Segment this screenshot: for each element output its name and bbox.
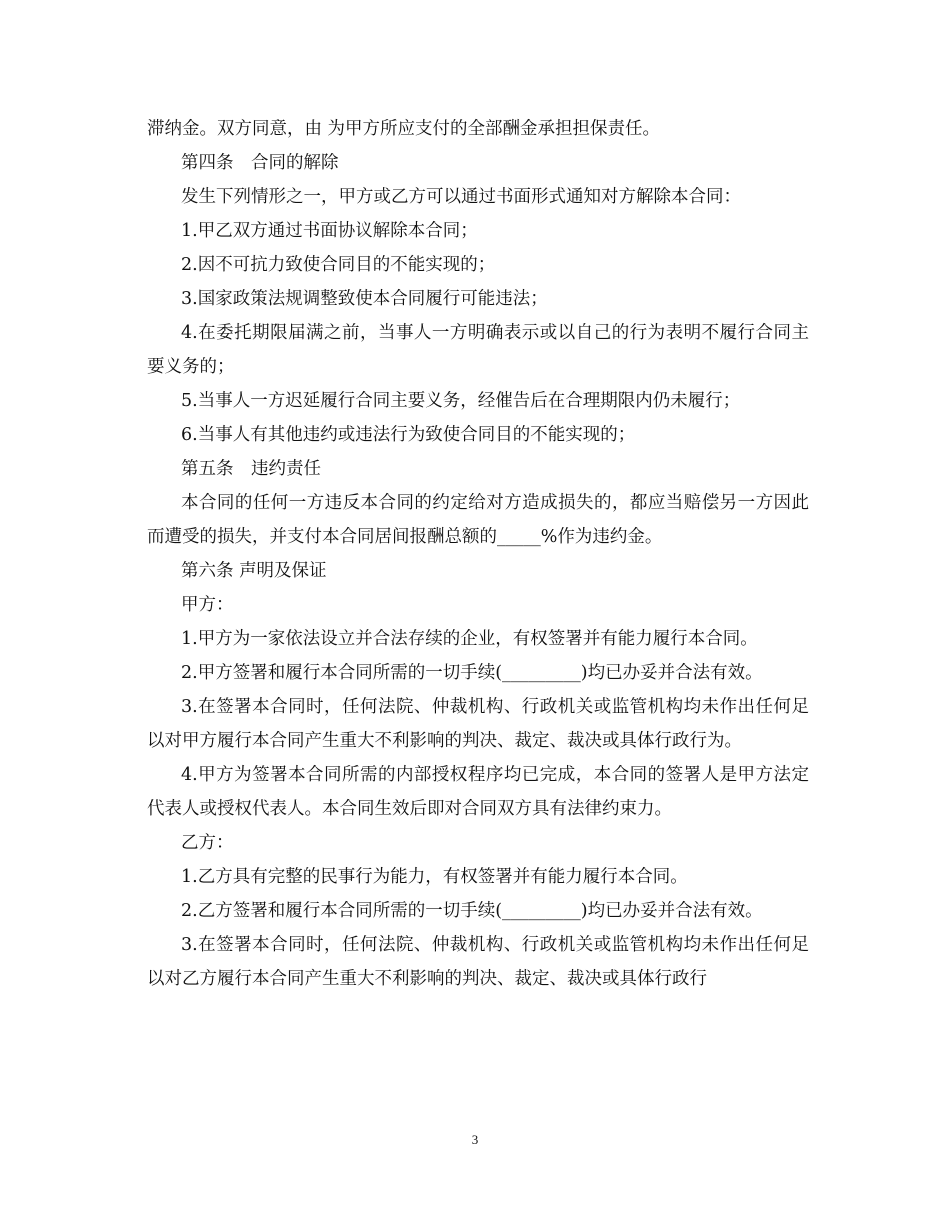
paragraph-19: 2.乙方签署和履行本合同所需的一切手续(_________)均已办妥并合法有效。 <box>181 901 763 921</box>
paragraph-7: 5.当事人一方迟延履行合同主要义务，经催告后在合理期限内仍未履行； <box>181 391 741 411</box>
paragraph-5: 3.国家政策法规调整致使本合同履行可能违法； <box>181 289 548 309</box>
page-number: 3 <box>471 1132 479 1147</box>
paragraph-15: 3.在签署本合同时，任何法院、仲裁机构、行政机关或监管机构均未作出任何足以对甲方履行本合同产生重大不利影响的判决、裁定、裁决或具体行政行为。 <box>147 697 809 751</box>
paragraph-20: 3.在签署本合同时，任何法院、仲裁机构、行政机关或监管机构均未作出任何足以对乙方履行本合同产生重大不利影响的判决、裁定、裁决或具体行政行 <box>147 935 809 989</box>
paragraph-2: 发生下列情形之一，甲方或乙方可以通过书面形式通知对方解除本合同： <box>181 187 741 207</box>
paragraph-8: 6.当事人有其他违约或违法行为致使合同目的不能实现的； <box>181 425 636 445</box>
paragraph-17: 乙方： <box>181 833 234 853</box>
paragraph-0: 滞纳金。双方同意，由 为甲方所应支付的全部酬金承担担保责任。 <box>147 119 661 139</box>
paragraph-11: 第六条 声明及保证 <box>181 561 327 581</box>
paragraph-10: 本合同的任何一方违反本合同的约定给对方造成损失的，都应当赔偿另一方因此而遭受的损失，并支付本合同居间报酬总额的_____%作为违约金。 <box>147 493 809 547</box>
paragraph-9: 第五条 违约责任 <box>181 459 321 479</box>
paragraph-6: 4.在委托期限届满之前，当事人一方明确表示或以自己的行为表明不履行合同主要义务的； <box>147 323 809 377</box>
paragraph-3: 1.甲乙双方通过书面协议解除本合同； <box>181 221 478 241</box>
document-body <box>147 112 809 996</box>
paragraph-13: 1.甲方为一家依法设立并合法存续的企业，有权签署并有能力履行本合同。 <box>181 629 758 649</box>
paragraph-16: 4.甲方为签署本合同所需的内部授权程序均已完成，本合同的签署人是甲方法定代表人或授权代表人。本合同生效后即对合同双方具有法律约束力。 <box>147 765 809 819</box>
paragraph-1: 第四条 合同的解除 <box>181 153 339 173</box>
paragraph-14: 2.甲方签署和履行本合同所需的一切手续(_________)均已办妥并合法有效。 <box>181 663 763 683</box>
paragraph-4: 2.因不可抗力致使合同目的不能实现的； <box>181 255 496 275</box>
paragraph-12: 甲方： <box>181 595 234 615</box>
paragraph-18: 1.乙方具有完整的民事行为能力，有权签署并有能力履行本合同。 <box>181 867 688 887</box>
